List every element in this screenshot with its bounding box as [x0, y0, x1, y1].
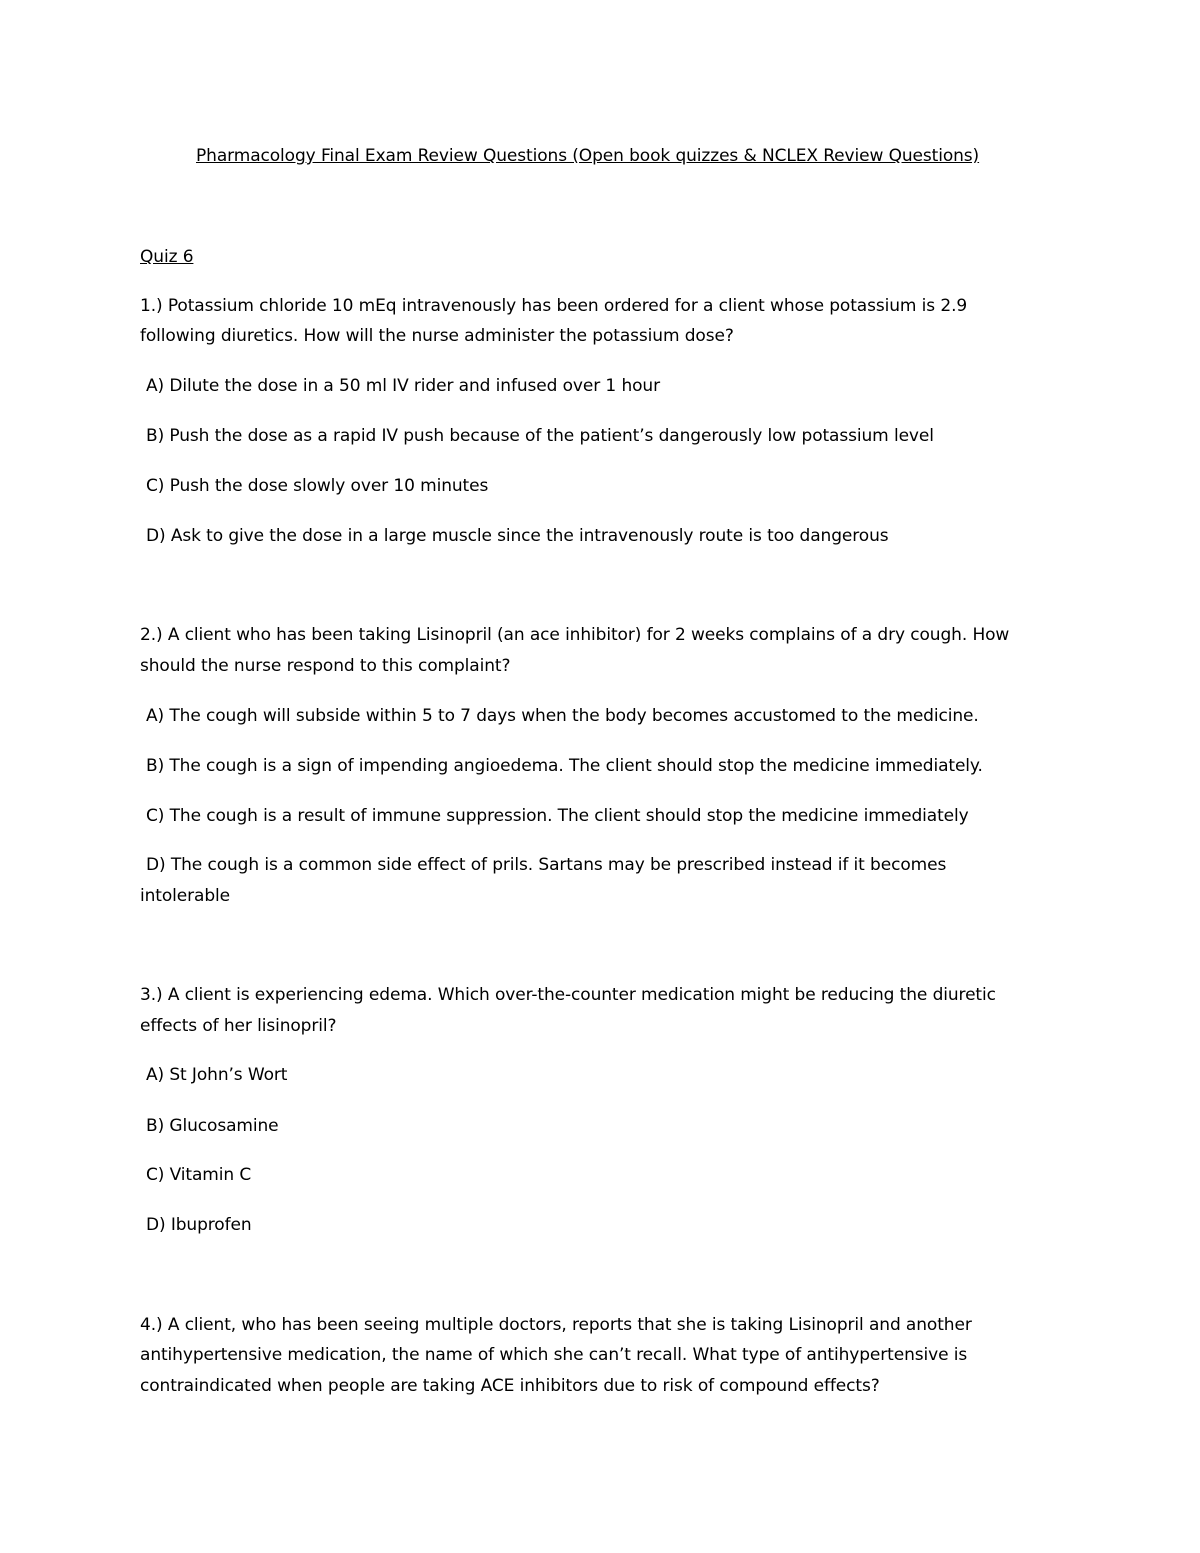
question-3-option-b: B) Glucosamine	[146, 1116, 279, 1136]
question-2-option-d: D) The cough is a common side effect of prils. Sartans may be prescribed instead if it becomes	[146, 855, 947, 875]
question-4-text: 4.) A client, who has been seeing multiple doctors, reports that she is taking Lisinopril and another	[140, 1315, 972, 1335]
question-3-text: 3.) A client is experiencing edema. Which over-the-counter medication might be reducing the diuretic	[140, 985, 996, 1005]
question-1-option-a: A) Dilute the dose in a 50 ml IV rider and infused over 1 hour	[146, 376, 660, 396]
question-2-option-c: C) The cough is a result of immune suppression. The client should stop the medicine immediately	[146, 806, 969, 826]
question-2-option-b: B) The cough is a sign of impending angioedema. The client should stop the medicine immediately.	[146, 756, 983, 776]
question-2-text: 2.) A client who has been taking Lisinopril (an ace inhibitor) for 2 weeks complains of a dry cough. How	[140, 625, 1010, 645]
question-2-option-d-cont: intolerable	[140, 886, 231, 906]
question-3-option-d: D) Ibuprofen	[146, 1215, 252, 1235]
question-4-text-cont-1: antihypertensive medication, the name of which she can’t recall. What type of antihypertensive is	[140, 1345, 968, 1365]
document-title: Pharmacology Final Exam Review Questions (Open book quizzes & NCLEX Review Questions)	[196, 146, 980, 166]
question-1-text: 1.) Potassium chloride 10 mEq intravenously has been ordered for a client whose potassium is 2.9	[140, 296, 968, 316]
question-1-option-c: C) Push the dose slowly over 10 minutes	[146, 476, 489, 496]
question-2-option-a: A) The cough will subside within 5 to 7 days when the body becomes accustomed to the medicine.	[146, 706, 979, 726]
question-3-option-a: A) St John’s Wort	[146, 1065, 288, 1085]
question-1-option-b: B) Push the dose as a rapid IV push because of the patient’s dangerously low potassium level	[146, 426, 934, 446]
section-heading: Quiz 6	[140, 247, 194, 267]
question-3-option-c: C) Vitamin C	[146, 1165, 252, 1185]
question-1-option-d: D) Ask to give the dose in a large muscle since the intravenously route is too dangerous	[146, 526, 889, 546]
question-2-text-cont: should the nurse respond to this complaint?	[140, 656, 511, 676]
question-1-text-cont: following diuretics. How will the nurse administer the potassium dose?	[140, 326, 734, 346]
question-3-text-cont: effects of her lisinopril?	[140, 1016, 337, 1036]
question-4-text-cont-2: contraindicated when people are taking ACE inhibitors due to risk of compound effects?	[140, 1376, 880, 1396]
